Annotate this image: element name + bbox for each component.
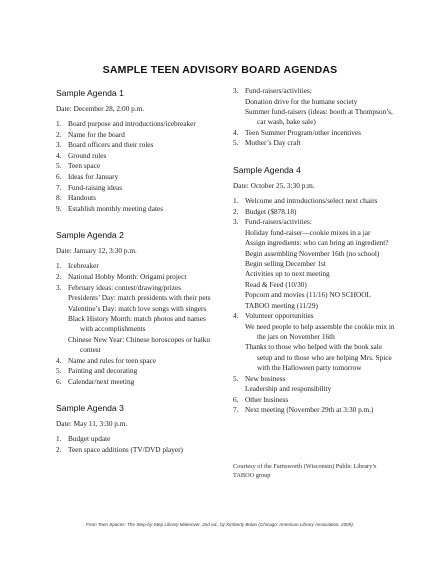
list-item: 1. Board purpose and introductions/icebreaker <box>56 119 196 128</box>
sub-item: Leadership and responsibility <box>245 384 332 394</box>
courtesy-note: Courtesy of the Farnsworth (Wisconsin) Public Library’s TABOO group <box>233 463 377 479</box>
list-item: 2. National Hobby Month: Origami project <box>56 271 187 281</box>
agenda-3-date: Date: May 11, 3:30 p.m. <box>56 419 128 429</box>
sub-item: Presidents’ Day: match presidents with their pets <box>68 293 211 303</box>
list-item: 6. Other business <box>233 394 289 404</box>
list-item: 6. Calendar/next meeting <box>56 376 135 386</box>
sub-item: Read & Feed (10/30) <box>245 279 307 289</box>
right-column <box>233 86 413 430</box>
sub-item: Donation drive for the humane society <box>245 96 358 106</box>
agenda-3-list-start <box>56 434 236 455</box>
sub-item: Popcorn and movies (11/16) NO SCHOOL <box>245 290 371 300</box>
list-item: 1. Welcome and introductions/select next chairs <box>233 196 378 205</box>
agenda-4-list <box>233 196 413 416</box>
list-item: 3. Fund-raisers/activities: <box>233 217 312 227</box>
list-item: 2. Name for the board <box>56 129 125 139</box>
list-item: 8. Handouts <box>56 193 96 203</box>
list-item: 3. Board officers and their roles <box>56 140 154 150</box>
sub-item: Activities up to next meeting <box>245 269 330 279</box>
list-item: 2. Budget ($878.18) <box>233 206 297 216</box>
sub-item: Begin assembling November 16th (no school) <box>245 248 380 258</box>
sub-item: Chinese New Year: Chinese horoscopes or haiku contest <box>68 334 211 355</box>
agenda-3-list-cont <box>233 86 413 149</box>
page-title: SAMPLE TEEN ADVISORY BOARD AGENDAS <box>102 64 338 76</box>
agenda-4-heading: Sample Agenda 4 <box>233 165 301 175</box>
list-item: 6. Ideas for January <box>56 171 119 181</box>
agenda-2-heading: Sample Agenda 2 <box>56 230 124 241</box>
list-item: 1. Icebreaker <box>56 261 99 271</box>
agenda-1-date: Date: December 28, 2:00 p.m. <box>56 104 145 113</box>
list-item: 4. Name and rules for teen space <box>56 355 157 365</box>
agenda-4-date: Date: October 25, 3:30 p.m. <box>233 181 315 190</box>
list-item: 1. Budget update <box>56 434 111 444</box>
list-item: 5. Teen space <box>56 161 101 171</box>
list-item: 3. February ideas: contest/drawing/prizes <box>56 282 182 292</box>
agenda-2 <box>56 230 236 387</box>
list-item: 9. Establish monthly meeting dates <box>56 203 164 213</box>
list-item: 3. Fund-raisers/activities: <box>233 86 312 95</box>
list-item: 5. Painting and decorating <box>56 366 138 376</box>
agenda-1-list <box>56 119 236 214</box>
sub-item: Assign ingredients: who can bring an ingredient? <box>245 238 389 248</box>
list-item: 5. New business <box>233 373 286 383</box>
list-item: 4. Volunteer opportunities <box>233 311 314 321</box>
list-item: 4. Ground rules <box>56 150 107 160</box>
list-item: 7. Next meeting (November 29th at 3:30 p.m.) <box>233 405 374 415</box>
agenda-4 <box>233 165 413 416</box>
agenda-3 <box>56 403 236 455</box>
agenda-1-heading: Sample Agenda 1 <box>56 88 124 98</box>
sub-item: Begin selling December 1st <box>245 259 326 268</box>
list-item: 2. Teen space additions (TV/DVD player) <box>56 444 183 454</box>
left-column <box>56 86 236 470</box>
list-item: 4. Teen Summer Program/other incentives <box>233 127 362 137</box>
sub-item: Valentine’s Day: match love songs with singers <box>68 303 207 313</box>
sub-item: Summer fund-raisers (ideas: booth at Thompson’s, car wash, bake sale) <box>245 107 393 127</box>
sub-item: TABOO meeting (11/29) <box>245 300 318 310</box>
sub-item: We need people to help assemble the cookie mix in the jars on November 16th <box>245 321 395 342</box>
agenda-2-list <box>56 261 236 387</box>
sub-item: Thanks to those who helped with the book sale setup and to those who are helping Mrs. Spice with the Halloween party tomorrow <box>245 342 392 373</box>
list-item: 7. Fund-raising ideas <box>56 182 123 192</box>
sub-item: Black History Month: match photos and names with accomplishments <box>68 313 206 334</box>
footer-citation: From Teen Spaces: The Step-by-Step Library Makeover, 2nd ed., by Kimberly Bolan (Chicago: American Library Association, 2009). <box>85 522 355 527</box>
agenda-3-heading: Sample Agenda 3 <box>56 403 124 414</box>
agenda-1 <box>56 88 236 214</box>
agenda-2-date: Date: January 12, 3:30 p.m. <box>56 246 137 256</box>
sub-item: Holiday fund-raiser—cookie mixes in a jar <box>245 227 371 237</box>
list-item: 5. Mother’s Day craft <box>233 138 301 148</box>
